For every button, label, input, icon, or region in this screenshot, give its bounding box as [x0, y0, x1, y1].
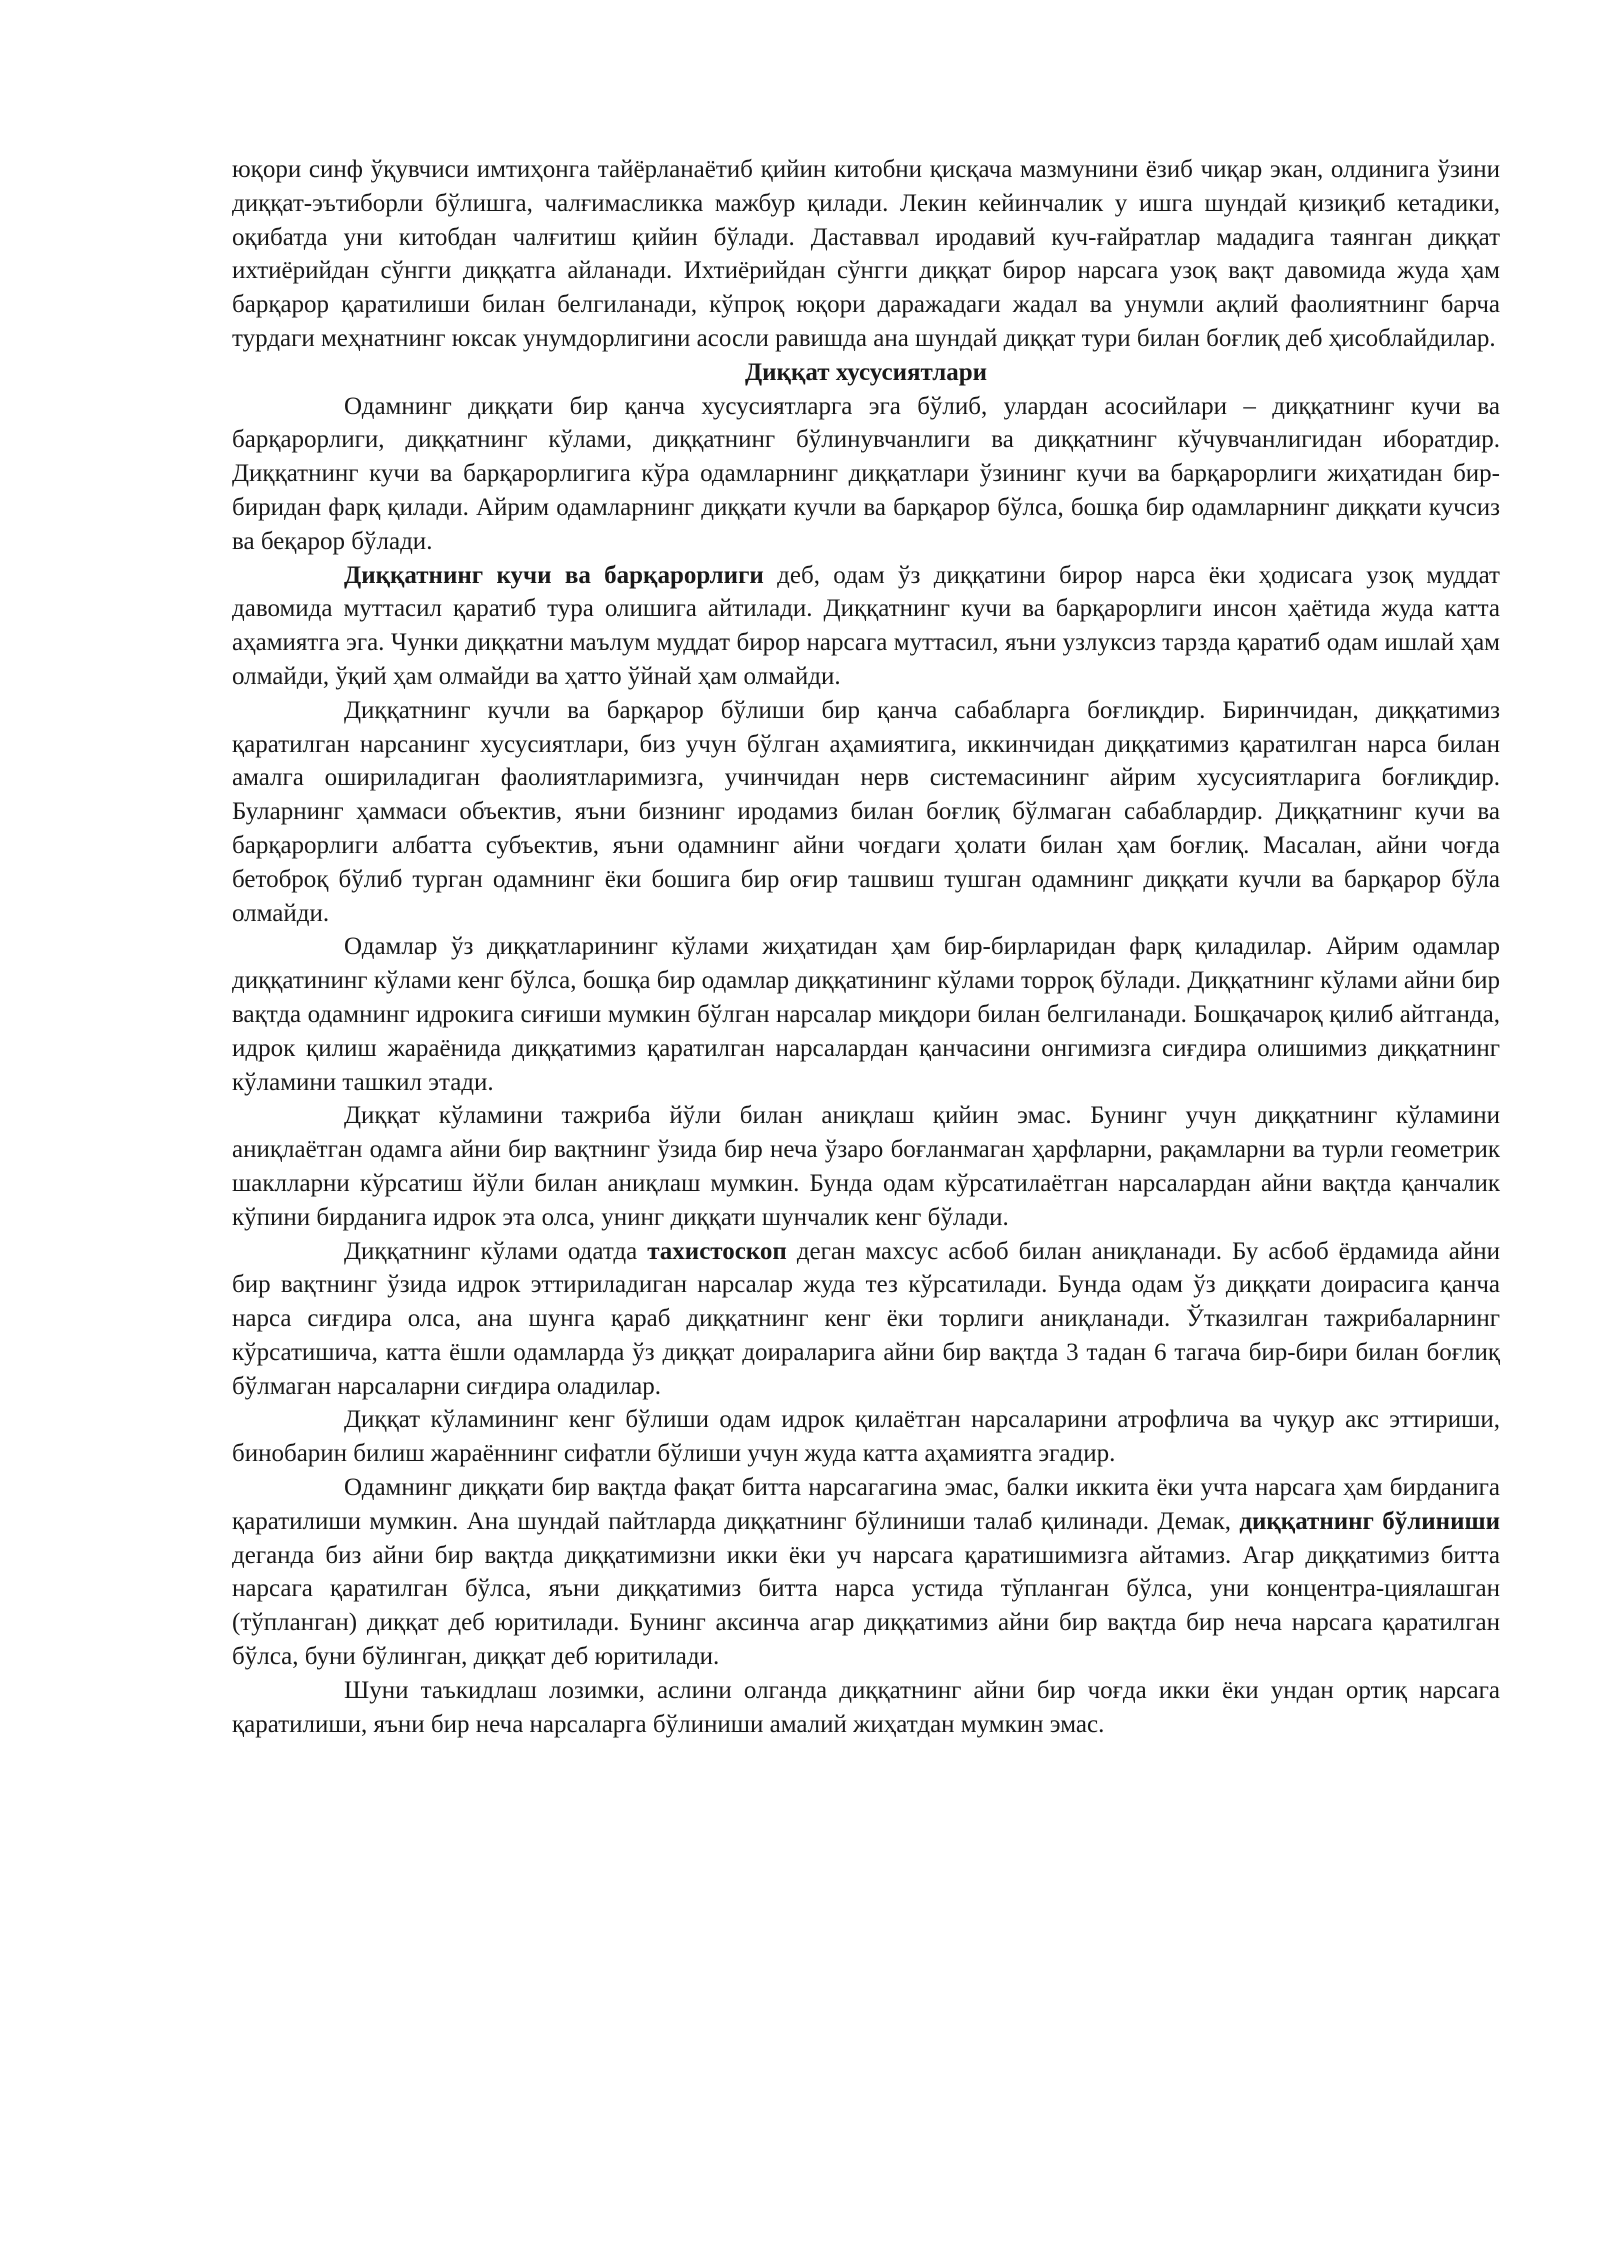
intro-paragraph: юқори синф ўқувчиси имтиҳонга тайёрланаётиб қийин китобни қисқача мазмунини ёзиб чиқар экан, олдинига ўзини диққат-эътиборли бўлишга, чалғимасликка мажбур қилади. Лекин кейинчалик у ишга шундай қизиқиб кетадики, оқибатда уни китобдан чалғитиш қийин бўлади. Даставвал иродавий куч-ғайратлар мададига таянган диққат ихтиёрийдан сўнгги диққатга айланади. Ихтиёрийдан сўнгги диққат бирор нарсага узоқ вақт давомида жуда ҳам барқарор қаратилиши билан белгиланади, кўпроқ юқори даражадаги жадал ва унумли ақлий фаолиятнинг барча турдаги меҳнатнинг юксак унумдорлигини асосли равишда ана шундай диққат тури билан боғлиқ деб ҳисоблайдилар. — [232, 156, 1500, 352]
section-heading: Диққат хусусиятлари — [744, 358, 988, 386]
paragraph-6 — [232, 1235, 1500, 1404]
paragraph-7: Диққат кўламининг кенг бўлиши одам идрок қилаётган нарсаларини атрофлича ва чуқур акс эттириши, бинобарин билиш жараённинг сифатли бўлиши учун жуда катта аҳамиятга эгадир. — [232, 1406, 1500, 1468]
paragraph-5: Диққат кўламини тажриба йўли билан аниқлаш қийин эмас. Бунинг учун диққатнинг кўламини аниқлаётган одамга айни бир вақтнинг ўзида бир неча ўзаро боғланмаган ҳарфларни, рақамларни ва турли геометрик шаклларни кўрсатиш йўли билан аниқлаш мумкин. Бунда одам кўрсатилаётган нарсалардан айни вақтда қанчалик кўпини бирданига идрок эта олса, унинг диққати шунчалик кенг бўлади. — [232, 1102, 1500, 1231]
paragraph-6-lead: Диққатнинг кўлами одатда — [344, 1237, 648, 1265]
term-strength-stability: Диққатнинг кучи ва барқарорлиги — [344, 561, 764, 589]
paragraph-8 — [232, 1471, 1500, 1674]
paragraph-3: Диққатнинг кучли ва барқарор бўлиши бир қанча сабабларга боғлиқдир. Биринчидан, диққатимиз қаратилган нарсанинг хусусиятлари, биз учун бўлган аҳамиятига, иккинчидан диққатимиз қаратилган нарса билан амалга ошириладиган фаолиятларимизга, учинчидан нерв системасининг айрим хусусиятларига боғлиқдир. Буларнинг ҳаммаси объектив, яъни бизнинг иродамиз билан боғлиқ бўлмаган сабаблардир. Диққатнинг кучи ва барқарорлиги албатта субъектив, яъни одамнинг айни чоғдаги ҳолати билан ҳам боғлиқ. Масалан, айни чоғда бетоброқ бўлиб турган одамнинг ёки бошига бир оғир ташвиш тушган одамнинг диққати кучли ва барқарор бўла олмайди. — [232, 696, 1500, 927]
paragraph-8-text: деганда биз айни бир вақтда диққатимизни икки ёки уч нарсага қаратишимизга айтамиз. Агар диққатимиз битта нарсага қаратилган бўлса, яъни диққатимиз битта нарса устида тўпланган бўлса, уни концентра-циялашган (тўпланган) диққат деб юритилади. Бунинг аксинча агар диққатимиз айни бир вақтда бир неча нарсага қаратилган бўлса, буни бўлинган, диққат деб юритилади. — [232, 1541, 1500, 1671]
term-tachistoscope: тахистоскоп — [647, 1237, 787, 1265]
term-attention-division: диққатнинг бўлиниши — [1239, 1507, 1500, 1535]
paragraph-8-lead: Одамнинг диққати бир вақтда фақат битта нарсагагина эмас, балки иккита ёки учта нарсага ҳам бирданига қаратилиши мумкин. Ана шундай пайтларда диққатнинг бўлиниши талаб қилинади. Демак, — [232, 1474, 1500, 1535]
paragraph-9: Шуни таъкидлаш лозимки, аслини олганда диққатнинг айни бир чоғда икки ёки ундан ортиқ нарсага қаратилиши, яъни бир неча нарсаларга бўлиниши амалий жиҳатдан мумкин эмас. — [232, 1676, 1500, 1738]
paragraph-2-text: деб, одам ўз диққатини бирор нарса ёки ҳодисага узоқ муддат давомида муттасил қаратиб тура олишига айтилади. Диққатнинг кучи ва барқарорлиги инсон ҳаётида жуда катта аҳамиятга эга. Чунки диққатни маълум муддат бирор нарсага муттасил, яъни узлуксиз тарзда қаратиб одам ишлай ҳам олмайди, ўқий ҳам олмайди ва ҳатто ўйнай ҳам олмайди. — [232, 561, 1500, 690]
document-page — [232, 153, 1500, 1741]
paragraph-6-text: деган махсус асбоб билан аниқланади. Бу асбоб ёрдамида айни бир вақтнинг ўзида идрок эттириладиган нарсалар жуда тез кўрсатилади. Бунда одам ўз диққати доирасига қанча нарса сиғдира олса, ана шунга қараб диққатнинг кенг ёки торлиги аниқланади. Ўтказилган тажрибаларнинг кўрсатишича, катта ёшли одамларда ўз диққат доираларига айни бир вақтда 3 тадан 6 тагача бир-бири билан боғлиқ бўлмаган нарсаларни сиғдира оладилар. — [232, 1237, 1500, 1400]
paragraph-2 — [232, 559, 1500, 694]
paragraph-1: Одамнинг диққати бир қанча хусусиятларга эга бўлиб, улардан асосийлари – диққатнинг кучи ва барқарорлиги, диққатнинг кўлами, диққатнинг бўлинувчанлиги ва диққатнинг кўчувчанлигидан иборатдир. Диққатнинг кучи ва барқарорлигига кўра одамларнинг диққатлари ўзининг кучи ва барқарорлиги жиҳатидан бир-биридан фарқ қилади. Айрим одамларнинг диққати кучли ва барқарор бўлса, бошқа бир одамларнинг диққати кучсиз ва беқарор бўлади. — [232, 392, 1500, 555]
paragraph-4: Одамлар ўз диққатларининг кўлами жиҳатидан ҳам бир-бирларидан фарқ қиладилар. Айрим одамлар диққатининг кўлами кенг бўлса, бошқа бир одамлар диққатининг кўлами торроқ бўлади. Диққатнинг кўлами айни бир вақтда одамнинг идрокига сиғиши мумкин бўлган нарсалар миқдори билан белгиланади. Бошқачароқ қилиб айтганда, идрок қилиш жараёнида диққатимиз қаратилган нарсалардан қанчасини онгимизга сиғдира олишимиз диққатнинг кўламини ташкил этади. — [232, 933, 1500, 1096]
